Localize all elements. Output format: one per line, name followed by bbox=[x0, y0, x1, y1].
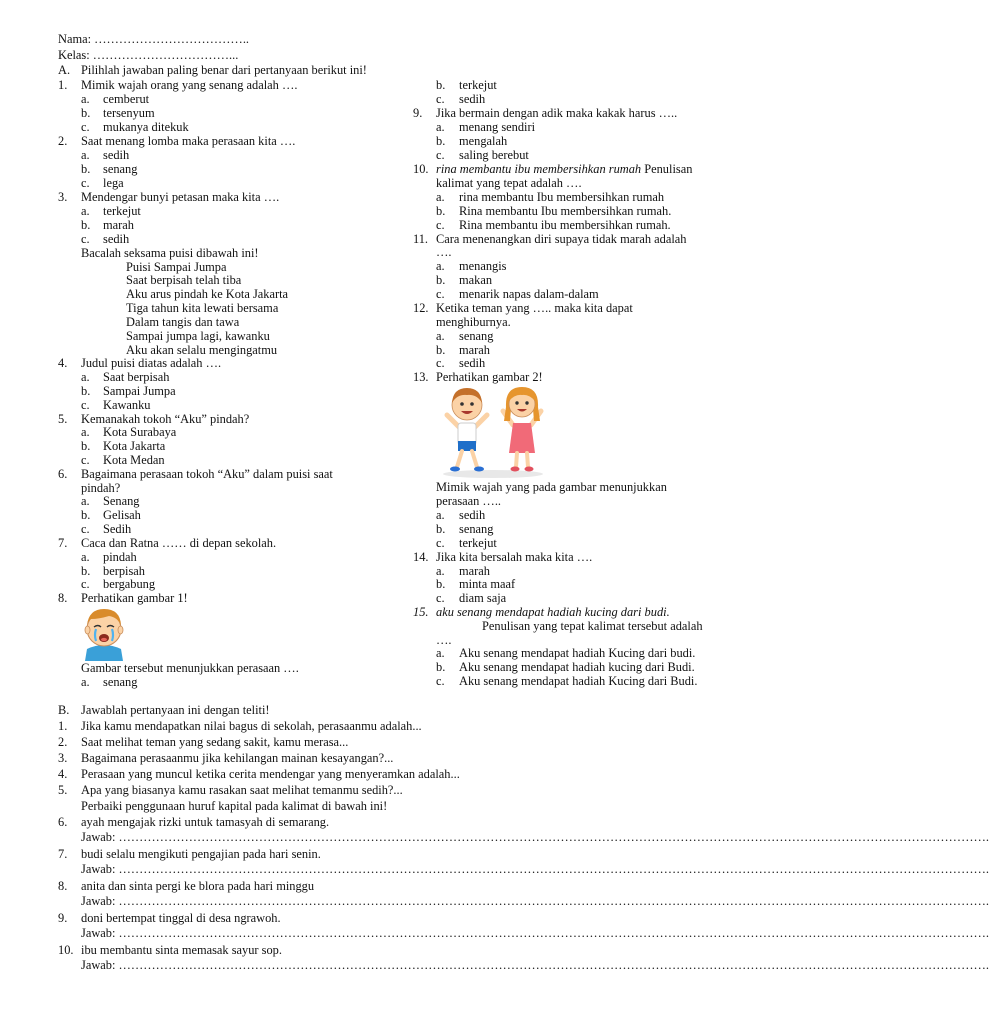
q8-after-text: Gambar tersebut menunjukkan perasaan …. bbox=[81, 661, 299, 675]
q1-option-a[interactable]: cemberut bbox=[103, 92, 150, 106]
section-b-label: B. bbox=[58, 703, 70, 717]
q10-number: 10. bbox=[413, 162, 429, 176]
essay-number: 2. bbox=[58, 735, 68, 749]
q3-a-letter: a. bbox=[81, 204, 90, 218]
section-a-instruction: Pilihlah jawaban paling benar dari pertanyaan berikut ini! bbox=[81, 63, 367, 77]
q6-c-letter: c. bbox=[81, 522, 90, 536]
q11-a-letter: a. bbox=[436, 259, 445, 273]
q14-option-b[interactable]: minta maaf bbox=[459, 577, 516, 591]
q8-c-letter: c. bbox=[436, 92, 445, 106]
q3-c-letter: c. bbox=[81, 232, 90, 246]
q2-option-a[interactable]: sedih bbox=[103, 148, 130, 162]
q2-a-letter: a. bbox=[81, 148, 90, 162]
q6-a-letter: a. bbox=[81, 494, 90, 508]
q6-option-a[interactable]: Senang bbox=[103, 494, 140, 508]
q4-a-letter: a. bbox=[81, 370, 90, 384]
q9-option-c[interactable]: saling berebut bbox=[459, 148, 529, 162]
q3-option-a[interactable]: terkejut bbox=[103, 204, 141, 218]
poem-line: Saat berpisah telah tiba bbox=[126, 273, 242, 287]
q5-c-letter: c. bbox=[81, 453, 90, 467]
q3-b-letter: b. bbox=[81, 218, 91, 232]
poem-line: Aku arus pindah ke Kota Jakarta bbox=[126, 287, 289, 301]
q12-text: Ketika teman yang ….. maka kita dapat bbox=[436, 301, 633, 315]
essay-question: Perasaan yang muncul ketika cerita mendengar yang menyeramkan adalah... bbox=[81, 767, 460, 781]
q6-text: Bagaimana perasaan tokoh “Aku” dalam puisi saat bbox=[81, 467, 333, 481]
q1-text: Mimik wajah orang yang senang adalah …. bbox=[81, 78, 298, 92]
essay-number: 5. bbox=[58, 783, 68, 797]
poem-line: Sampai jumpa lagi, kawanku bbox=[126, 329, 270, 343]
essay-number: 1. bbox=[58, 719, 68, 733]
q3-text: Mendengar bunyi petasan maka kita …. bbox=[81, 190, 280, 204]
q13-b-letter: b. bbox=[436, 522, 446, 536]
q13-option-c[interactable]: terkejut bbox=[459, 536, 497, 550]
q14-option-a[interactable]: marah bbox=[459, 564, 490, 578]
q9-number: 9. bbox=[413, 106, 423, 120]
q9-option-b[interactable]: mengalah bbox=[459, 134, 508, 148]
q9-b-letter: b. bbox=[436, 134, 446, 148]
q10-option-a[interactable]: rina membantu Ibu membersihkan rumah bbox=[459, 190, 665, 204]
q1-a-letter: a. bbox=[81, 92, 90, 106]
q4-number: 4. bbox=[58, 356, 68, 370]
q13-after-text: Mimik wajah yang pada gambar menunjukkan bbox=[436, 480, 667, 494]
q15-option-a[interactable]: Aku senang mendapat hadiah Kucing dari budi. bbox=[459, 646, 696, 660]
q3-option-b[interactable]: marah bbox=[103, 218, 134, 232]
q2-b-letter: b. bbox=[81, 162, 91, 176]
q5-number: 5. bbox=[58, 412, 68, 426]
answer-line[interactable]: Jawab: …………………………………………………………………………………………………………………………………………………………………………………………. bbox=[81, 926, 989, 940]
poem-intro: Bacalah seksama puisi dibawah ini! bbox=[81, 246, 259, 260]
q15-option-c[interactable]: Aku senang mendapat hadiah Kucing dari Budi. bbox=[459, 674, 698, 688]
q2-option-c[interactable]: lega bbox=[103, 176, 124, 190]
crying-boy-icon bbox=[79, 603, 129, 661]
q13-c-letter: c. bbox=[436, 536, 445, 550]
q11-option-c[interactable]: menarik napas dalam-dalam bbox=[459, 287, 599, 301]
section-b-instruction: Jawablah pertanyaan ini dengan teliti! bbox=[81, 703, 270, 717]
q6-number: 6. bbox=[58, 467, 68, 481]
q9-text: Jika bermain dengan adik maka kakak harus ….. bbox=[436, 106, 678, 120]
q8-option-b[interactable]: terkejut bbox=[459, 78, 497, 92]
q11-c-letter: c. bbox=[436, 287, 445, 301]
q1-number: 1. bbox=[58, 78, 68, 92]
essay-question: Jika kamu mendapatkan nilai bagus di sekolah, perasaanmu adalah... bbox=[81, 719, 422, 733]
q10-option-c[interactable]: Rina membantu ibu membersihkan rumah. bbox=[459, 218, 671, 232]
q10-text-cont: kalimat yang tepat adalah …. bbox=[436, 176, 582, 190]
q4-c-letter: c. bbox=[81, 398, 90, 412]
answer-line[interactable]: Jawab: …………………………………………………………………………………………………………………………………………………………………………………………. bbox=[81, 830, 989, 844]
essay-question: Saat melihat teman yang sedang sakit, kamu merasa... bbox=[81, 735, 349, 749]
q11-option-a[interactable]: menangis bbox=[459, 259, 507, 273]
q6-b-letter: b. bbox=[81, 508, 91, 522]
q12-option-a[interactable]: senang bbox=[459, 329, 494, 343]
q13-option-b[interactable]: senang bbox=[459, 522, 494, 536]
q10-option-b[interactable]: Rina membantu Ibu membersihkan rumah. bbox=[459, 204, 672, 218]
q15-b-letter: b. bbox=[436, 660, 446, 674]
q3-option-c[interactable]: sedih bbox=[103, 232, 130, 246]
q8-text: Perhatikan gambar 1! bbox=[81, 591, 188, 605]
q11-text: Cara menenangkan diri supaya tidak marah adalah bbox=[436, 232, 687, 246]
capital-number: 10. bbox=[58, 943, 74, 957]
essay-number: 4. bbox=[58, 767, 68, 781]
q9-a-letter: a. bbox=[436, 120, 445, 134]
poem-line: Tiga tahun kita lewati bersama bbox=[126, 301, 279, 315]
q7-a-letter: a. bbox=[81, 550, 90, 564]
q8-option-c[interactable]: sedih bbox=[459, 92, 486, 106]
happy-children-icon bbox=[437, 381, 549, 479]
q15-a-letter: a. bbox=[436, 646, 445, 660]
q12-number: 12. bbox=[413, 301, 429, 315]
q14-c-letter: c. bbox=[436, 591, 445, 605]
q5-option-c[interactable]: Kota Medan bbox=[103, 453, 165, 467]
q7-b-letter: b. bbox=[81, 564, 91, 578]
q10-text-rest: Penulisan bbox=[641, 162, 693, 176]
q1-option-c[interactable]: mukanya ditekuk bbox=[103, 120, 189, 134]
q5-a-letter: a. bbox=[81, 425, 90, 439]
q4-b-letter: b. bbox=[81, 384, 91, 398]
q10-text bbox=[436, 162, 692, 176]
q10-a-letter: a. bbox=[436, 190, 445, 204]
answer-line[interactable]: Jawab: …………………………………………………………………………………………………………………………………………………………………………………………. bbox=[81, 958, 989, 972]
capital-number: 7. bbox=[58, 847, 68, 861]
section-a-label: A. bbox=[58, 63, 71, 77]
essay-question: Bagaimana perasaanmu jika kehilangan mainan kesayangan?... bbox=[81, 751, 394, 765]
q5-option-a[interactable]: Kota Surabaya bbox=[103, 425, 177, 439]
capital-question: doni bertempat tinggal di desa ngrawoh. bbox=[81, 911, 281, 925]
q13-text: Perhatikan gambar 2! bbox=[436, 370, 543, 384]
capital-number: 8. bbox=[58, 879, 68, 893]
q11-text-cont: …. bbox=[436, 245, 452, 259]
q7-number: 7. bbox=[58, 536, 68, 550]
capital-question: budi selalu mengikuti pengajian pada hari senin. bbox=[81, 847, 321, 861]
q15-c-letter: c. bbox=[436, 674, 445, 688]
q2-c-letter: c. bbox=[81, 176, 90, 190]
q10-c-letter: c. bbox=[436, 218, 445, 232]
q8-option-a[interactable]: senang bbox=[103, 675, 138, 689]
q5-text: Kemanakah tokoh “Aku” pindah? bbox=[81, 412, 250, 426]
q8-number: 8. bbox=[58, 591, 68, 605]
nama-field: Nama: ……………………………….. bbox=[58, 32, 250, 46]
capital-question: ibu membantu sinta memasak sayur sop. bbox=[81, 943, 282, 957]
q7-c-letter: c. bbox=[81, 577, 90, 591]
q6-text-cont: pindah? bbox=[81, 481, 121, 495]
q9-option-a[interactable]: menang sendiri bbox=[459, 120, 536, 134]
q12-text-cont: menghiburnya. bbox=[436, 315, 511, 329]
capital-question: anita dan sinta pergi ke blora pada hari minggu bbox=[81, 879, 315, 893]
q14-b-letter: b. bbox=[436, 577, 446, 591]
q5-option-b[interactable]: Kota Jakarta bbox=[103, 439, 166, 453]
q12-option-b[interactable]: marah bbox=[459, 343, 490, 357]
q7-option-a[interactable]: pindah bbox=[103, 550, 137, 564]
q11-b-letter: b. bbox=[436, 273, 446, 287]
q10-sentence: rina membantu ibu membersihkan rumah bbox=[436, 162, 642, 176]
q2-option-b[interactable]: senang bbox=[103, 162, 138, 176]
q15-number: 15. bbox=[413, 605, 429, 619]
kelas-field: Kelas: ……………………………... bbox=[58, 48, 239, 62]
answer-line[interactable]: Jawab: …………………………………………………………………………………………………………………………………………………………………………………………. bbox=[81, 862, 989, 876]
q4-option-a[interactable]: Saat berpisah bbox=[103, 370, 170, 384]
q8-a-letter: a. bbox=[81, 675, 90, 689]
answer-line[interactable]: Jawab: …………………………………………………………………………………………………………………………………………………………………………………………. bbox=[81, 894, 989, 908]
q15-sentence: aku senang mendapat hadiah kucing dari budi. bbox=[436, 605, 670, 619]
q6-option-c[interactable]: Sedih bbox=[103, 522, 132, 536]
q2-number: 2. bbox=[58, 134, 68, 148]
q13-after-text-cont: perasaan ….. bbox=[436, 494, 502, 508]
q8-b-letter: b. bbox=[436, 78, 446, 92]
q7-option-c[interactable]: bergabung bbox=[103, 577, 156, 591]
q13-number: 13. bbox=[413, 370, 429, 384]
q15-text-cont: …. bbox=[436, 633, 452, 647]
q4-option-b[interactable]: Sampai Jumpa bbox=[103, 384, 176, 398]
q4-text: Judul puisi diatas adalah …. bbox=[81, 356, 222, 370]
q12-a-letter: a. bbox=[436, 329, 445, 343]
q7-option-b[interactable]: berpisah bbox=[103, 564, 145, 578]
q1-c-letter: c. bbox=[81, 120, 90, 134]
q14-text: Jika kita bersalah maka kita …. bbox=[436, 550, 593, 564]
q14-option-c[interactable]: diam saja bbox=[459, 591, 507, 605]
q12-c-letter: c. bbox=[436, 356, 445, 370]
capital-question: ayah mengajak rizki untuk tamasyah di semarang. bbox=[81, 815, 330, 829]
essay-question: Apa yang biasanya kamu rasakan saat melihat temanmu sedih?... bbox=[81, 783, 403, 797]
capital-number: 6. bbox=[58, 815, 68, 829]
q11-number: 11. bbox=[413, 232, 429, 246]
q15-text: Penulisan yang tepat kalimat tersebut adalah bbox=[482, 619, 703, 633]
q13-option-a[interactable]: sedih bbox=[459, 508, 486, 522]
q5-b-letter: b. bbox=[81, 439, 91, 453]
q1-option-b[interactable]: tersenyum bbox=[103, 106, 155, 120]
q13-a-letter: a. bbox=[436, 508, 445, 522]
essay-number: 3. bbox=[58, 751, 68, 765]
q14-a-letter: a. bbox=[436, 564, 445, 578]
q7-text: Caca dan Ratna …… di depan sekolah. bbox=[81, 536, 277, 550]
q14-number: 14. bbox=[413, 550, 429, 564]
q2-text: Saat menang lomba maka perasaan kita …. bbox=[81, 134, 296, 148]
q4-option-c[interactable]: Kawanku bbox=[103, 398, 151, 412]
q15-option-b[interactable]: Aku senang mendapat hadiah kucing dari Budi. bbox=[459, 660, 695, 674]
poem-line: Aku akan selalu mengingatmu bbox=[126, 343, 278, 357]
q9-c-letter: c. bbox=[436, 148, 445, 162]
q3-number: 3. bbox=[58, 190, 68, 204]
q11-option-b[interactable]: makan bbox=[459, 273, 493, 287]
q6-option-b[interactable]: Gelisah bbox=[103, 508, 141, 522]
poem-line: Dalam tangis dan tawa bbox=[126, 315, 240, 329]
q12-b-letter: b. bbox=[436, 343, 446, 357]
q10-b-letter: b. bbox=[436, 204, 446, 218]
capital-instruction: Perbaiki penggunaan huruf kapital pada kalimat di bawah ini! bbox=[81, 799, 388, 813]
q12-option-c[interactable]: sedih bbox=[459, 356, 486, 370]
capital-number: 9. bbox=[58, 911, 68, 925]
poem-title: Puisi Sampai Jumpa bbox=[126, 260, 227, 274]
q1-b-letter: b. bbox=[81, 106, 91, 120]
